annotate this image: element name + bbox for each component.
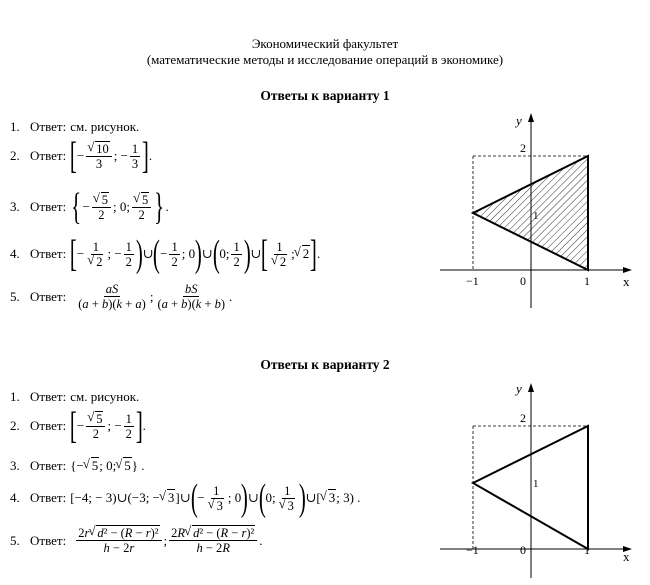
v1-answer-5: 5. Ответ: $\frac{aS}{(a + b)(k + a)}$ ; $\frac{bS}{(a + b)(k + b)}$ . — [10, 282, 233, 311]
svg-text:y: y — [516, 381, 522, 396]
svg-text:1: 1 — [584, 274, 590, 288]
v1-answer-3: 3. Ответ: { − √ $\frac{5}{2}$ ; 0; √ $\frac{5}{2}$ } . — [10, 189, 169, 225]
graph-variant2 — [440, 378, 640, 578]
v1-answer-4: 4. Ответ: [ − 1 √ 2 ; − $\frac{1}{2}$ ) ∪ ( − $\frac{1}{2}$ ; 0 ) ∪ ( 0; $\frac{1}{2}$ ) ∪ [ 1 √ 2 ; √ 2 ] . — [10, 236, 320, 272]
svg-text:−1: −1 — [466, 274, 479, 288]
svg-text:−1: −1 — [466, 543, 479, 557]
svg-text:0: 0 — [520, 543, 526, 557]
v2-answer-1: 1. Ответ: см. рисунок. — [10, 389, 140, 404]
v2-answer-2: 2. Ответ: [ − √ $\frac{5}{2}$ ; − $\frac{1}{2}$ ] . — [10, 408, 146, 444]
svg-text:2: 2 — [520, 141, 526, 155]
svg-text:y: y — [516, 113, 522, 128]
svg-text:1: 1 — [533, 478, 539, 490]
graph-variant1 — [440, 108, 640, 308]
v2-answer-3: 3. Ответ: {− √ 5 ; 0; √ 5 } . — [10, 458, 145, 474]
svg-text:x: x — [623, 549, 630, 564]
svg-text:x: x — [623, 274, 630, 289]
svg-text:1: 1 — [533, 210, 539, 222]
faculty-title: Экономический факультет — [251, 36, 399, 51]
variant2-title: Ответы к варианту 2 — [260, 357, 390, 372]
v1-answer-1: 1. Ответ: см. рисунок. — [10, 119, 140, 134]
svg-text:2: 2 — [520, 411, 526, 425]
faculty-subtitle: (математические методы и исследование операций в экономике) — [146, 52, 504, 67]
svg-text:0: 0 — [520, 274, 526, 288]
v1-answer-2: 2. Ответ: [ − √ $\frac{10}{3}$ ; − $\frac{1}{3}$ ] . — [10, 138, 152, 174]
v2-answer-4: 4. Ответ: [−4; − 3)∪(−3; − √ 3 ]∪ ( − 1 √ 3 ; 0 ) ∪ ( 0; 1 √ 3 ) ∪[ √ 3 ; 3) . — [10, 480, 360, 516]
variant1-title: Ответы к варианту 1 — [260, 88, 390, 103]
v2-answer-5: 5. Ответ: $\frac{\text{2r√ d² − (R − r)²}}{h - 2r}$ ; $\frac{\text{2R√ d² − (R − r)²}}{h - 2R}$ . — [10, 526, 263, 555]
svg-text:1: 1 — [584, 543, 590, 557]
